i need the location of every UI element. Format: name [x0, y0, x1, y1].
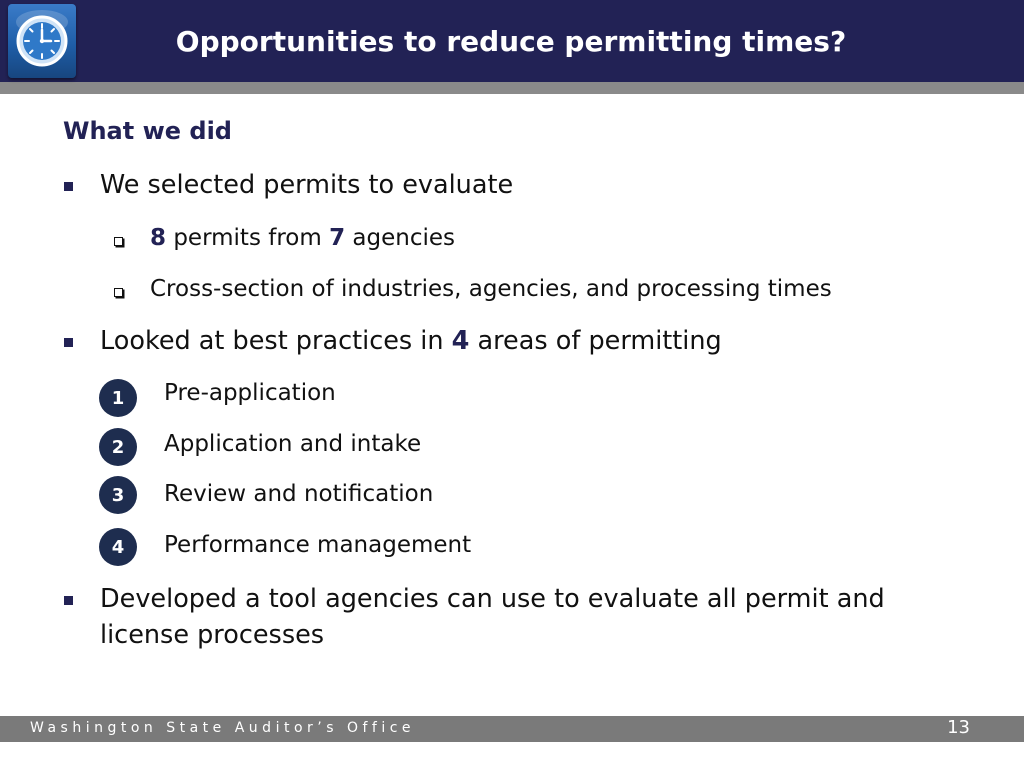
footer-organization: Washington State Auditor’s Office: [30, 720, 416, 736]
bullet-developed-tool-line2: license processes: [100, 620, 325, 650]
page-number: 13: [947, 717, 970, 738]
permit-count: 8: [150, 225, 167, 251]
square-bullet-icon: [64, 182, 73, 191]
area-label-pre-application: Pre-application: [164, 380, 336, 406]
bullet-developed-tool-line1: Developed a tool agencies can use to evaluate all permit and: [100, 584, 885, 614]
area-label-application-intake: Application and intake: [164, 431, 422, 457]
number-badge-4: 4: [99, 528, 137, 566]
area-label-performance-management: Performance management: [164, 532, 472, 558]
square-bullet-icon: [64, 596, 73, 605]
section-heading: What we did: [63, 117, 232, 145]
sub-bullet-permit-count: 8 permits from 7 agencies: [150, 225, 455, 251]
bullet-selected-permits: We selected permits to evaluate: [100, 170, 514, 200]
header-stripe: [0, 82, 1024, 94]
square-bullet-icon: [64, 338, 73, 347]
slide-title: Opportunities to reduce permitting times?: [175, 24, 847, 58]
sub-bullet-cross-section: Cross-section of industries, agencies, and processing times: [150, 276, 832, 302]
number-badge-1: 1: [99, 379, 137, 417]
clock-icon: [8, 4, 76, 78]
number-badge-3: 3: [99, 476, 137, 514]
hollow-square-bullet-icon: [114, 237, 123, 246]
hollow-square-bullet-icon: [114, 288, 123, 297]
area-label-review-notification: Review and notification: [164, 481, 434, 507]
footer-bar: [0, 716, 1024, 742]
agency-count: 7: [329, 225, 346, 251]
number-badge-2: 2: [99, 428, 137, 466]
areas-count: 4: [451, 326, 470, 356]
bullet-best-practices: Looked at best practices in 4 areas of permitting: [100, 326, 722, 356]
